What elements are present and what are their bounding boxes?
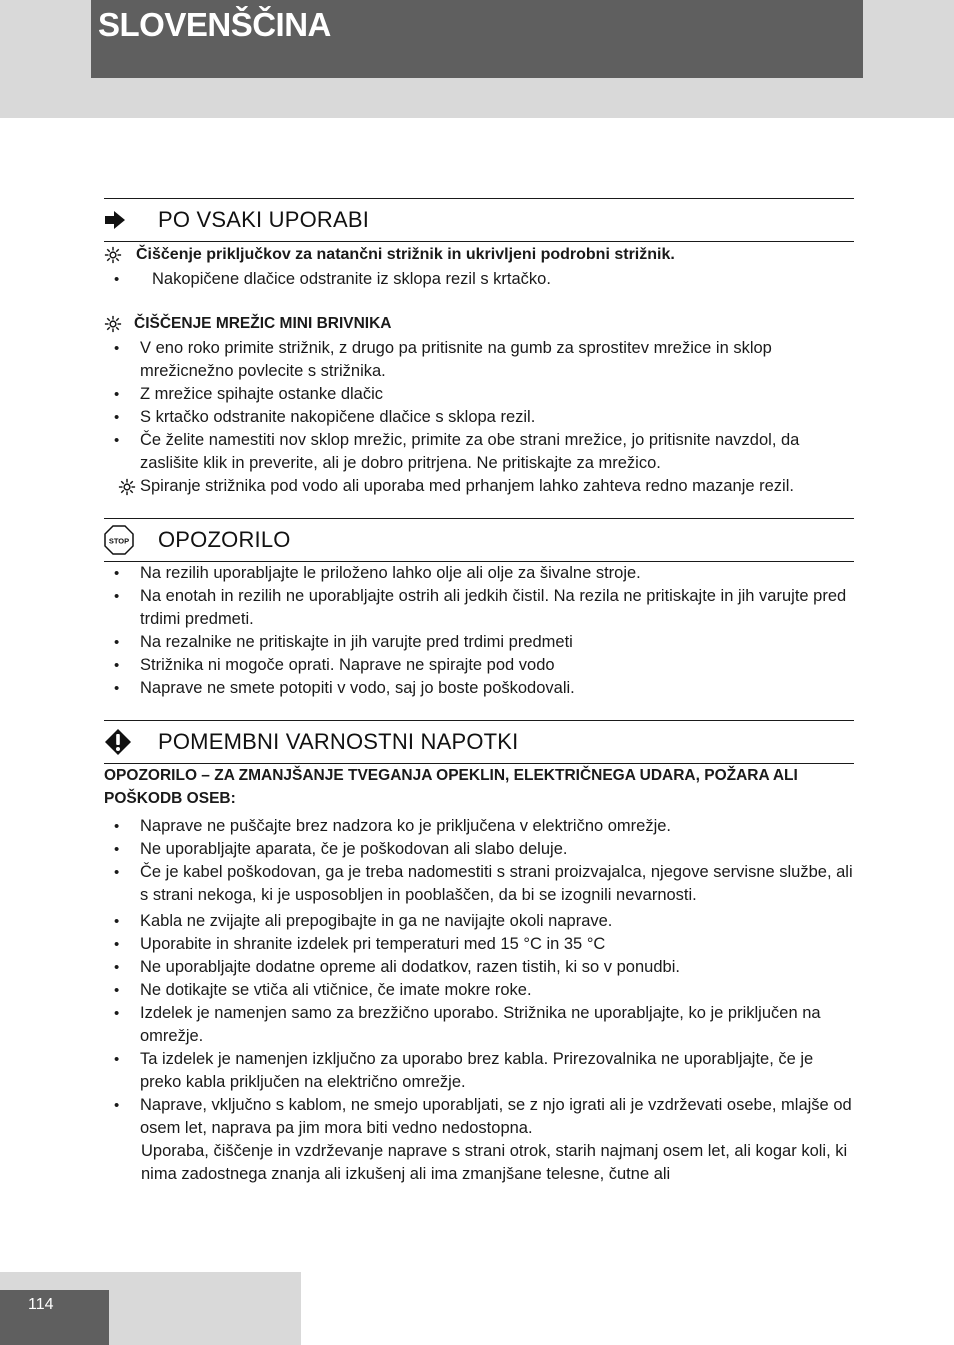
section-safety-title: POMEMBNI VARNOSTNI NAPOTKI [158,729,519,754]
list-item: • V eno roko primite strižnik, z drugo pa pritisnite na gumb za sprostitev mrežice in sklop mrežicnežno povlecite s strižnika. [104,337,854,383]
safety-tail-paragraph: Uporaba, čiščenje in vzdrževanje naprave s strani otrok, starih najmanj osem let, ali kogar koli, ki nima zadostnega znanja ali izkušenj ali ima zmanjšane telesne, čutne ali [141,1142,848,1183]
list-warning [104,562,854,700]
list-safety-b [104,910,854,1140]
list-item: • S krtačko odstranite nakopičene dlačice s sklopa rezil. [104,406,854,429]
list-item: • Na enotah in rezilih ne uporabljajte ostrih ali jedkih čistil. Na rezila ne pritiskajte in jih varujte pred trdimi predmeti. [104,585,854,631]
list-item: • Z mrežice spihajte ostanke dlačic [104,383,854,406]
list-item: • Na rezalnike ne pritiskajte in jih varujte pred trdimi predmeti [104,631,854,654]
list-item: • Izdelek je namenjen samo za brezžično uporabo. Strižnika ne uporabljajte, ko je priključen na omrežje. [104,1002,854,1048]
sparkle-icon [104,315,122,333]
stop-sign-icon [104,525,134,555]
stop-label: STOP [108,536,130,546]
page-content [104,198,854,1186]
section-warning-header [104,518,854,562]
list-precision-trimmer [104,268,854,291]
note-text: Spiranje strižnika pod vodo ali uporaba med prhanjem lahko zahteva redno mazanje rezil. [140,477,794,495]
list-item: • Kabla ne zvijajte ali prepogibajte in ga ne navijajte okoli naprave. [104,910,854,933]
safety-intro: OPOZORILO – ZA ZMANJŠANJE TVEGANJA OPEKLIN, ELEKTRIČNEGA UDARA, POŽARA ALI POŠKODB OSEB: [104,767,798,807]
list-item: • Naprave ne puščajte brez nadzora ko je priključena v električno omrežje. [104,815,854,838]
list-item: • Ne uporabljajte dodatne opreme ali dodatkov, razen tistih, ki so v ponudbi. [104,956,854,979]
list-item: • Na rezilih uporabljajte le priloženo lahko olje ali olje za šivalne stroje. [104,562,854,585]
list-safety-a [104,815,854,907]
section-safety-header [104,720,854,764]
list-item-note [104,475,854,498]
list-item: • Ne dotikajte se vtiča ali vtičnice, če imate mokre roke. [104,979,854,1002]
page-number: 114 [28,1296,54,1313]
list-item: • Če je kabel poškodovan, ga je treba nadomestiti s strani proizvajalca, njegove servisne službe, ali s strani nekoga, ki je usposobljen in pooblaščen, da bi se izognili nevarnosti. [104,861,854,907]
list-item: • Uporabite in shranite izdelek pri temperaturi med 15 °C in 35 °C [104,933,854,956]
sparkle-icon [104,246,122,264]
list-item: • Naprave ne smete potopiti v vodo, saj jo boste poškodovali. [104,677,854,700]
list-item: • Nakopičene dlačice odstranite iz sklopa rezil s krtačko. [104,268,854,291]
subheading-text: ČIŠČENJE MREŽIC MINI BRIVNIKA [134,315,392,332]
warning-exclamation-icon [104,728,134,756]
list-foil-cleaning [104,337,854,498]
section-after-use-title: PO VSAKI UPORABI [158,207,370,232]
list-item: • Ta izdelek je namenjen izključno za uporabo brez kabla. Prirezovalnika ne uporabljajte, če je preko kabla priključen na električno omrežje. [104,1048,854,1094]
language-title: SLOVENŠČINA [98,6,331,43]
section-warning-title: OPOZORILO [158,527,291,552]
list-item: • Če želite namestiti nov sklop mrežic, primite za obe strani mrežice, jo pritisnite navzdol, da zaslišite klik in preverite, ali je dobro pritrjena. Ne pritiskajte za mrežico. [104,429,854,475]
list-item: • Naprave, vključno s kablom, ne smejo uporabljati, se z njo igrati ali je vzdrževati osebe, mlajše od osem let, naprava pa jim mora biti vedno nedostopna. [104,1094,854,1140]
page-number-box [0,1290,109,1345]
section-after-use-header [104,198,854,242]
subheading-text: Čiščenje priključkov za natančni strižnik in ukrivljeni podrobni strižnik. [136,246,675,263]
subheading-precision-trimmer [104,246,854,264]
arrow-right-icon [104,211,134,229]
subheading-foil-cleaning [104,315,854,333]
list-item: • Ne uporabljajte aparata, če je poškodovan ali slabo deluje. [104,838,854,861]
sparkle-icon [118,478,136,496]
list-item: • Strižnika ni mogoče oprati. Naprave ne spirajte pod vodo [104,654,854,677]
